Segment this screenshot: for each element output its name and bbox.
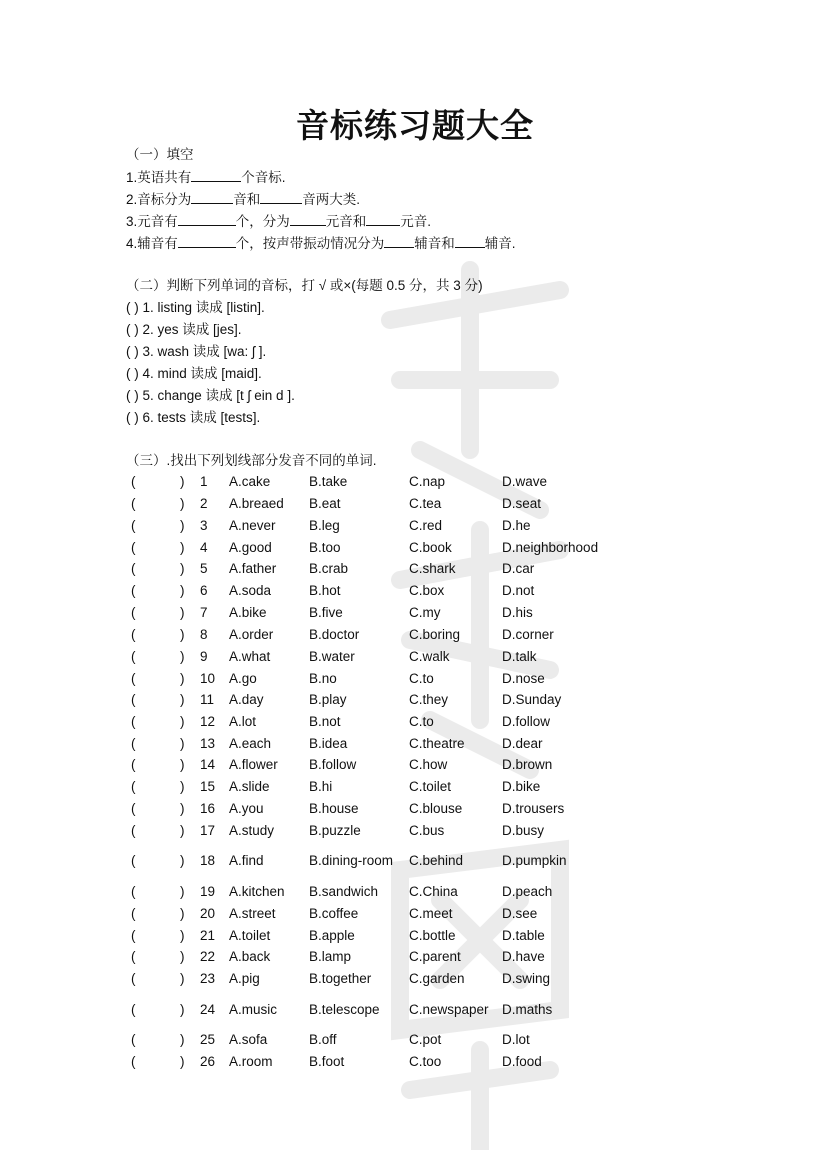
option-c: C.behind (409, 853, 464, 868)
question-row (0, 821, 830, 841)
question-number: 17 (200, 823, 216, 838)
option-c: C.how (409, 757, 448, 772)
answer-paren-open[interactable]: ( (131, 928, 136, 943)
judge-item: ( ) 5. change 读成 [t ʃ ein d ]. (126, 388, 295, 403)
question-number: 9 (200, 649, 208, 664)
question-row (0, 1030, 830, 1050)
option-a: A.sofa (229, 1032, 268, 1047)
question-number: 12 (200, 714, 216, 729)
option-b: B.puzzle (309, 823, 361, 838)
question-number: 1 (200, 474, 208, 489)
option-b: B.coffee (309, 906, 359, 921)
question-number: 6 (200, 583, 208, 598)
question-number: 8 (200, 627, 208, 642)
question-row (0, 581, 830, 601)
answer-paren-open[interactable]: ( (131, 1032, 136, 1047)
answer-paren-close: ) (180, 823, 185, 838)
option-a: A.slide (229, 779, 270, 794)
option-b: B.play (309, 692, 347, 707)
answer-paren-close: ) (180, 949, 185, 964)
option-c: C.bus (409, 823, 445, 838)
answer-paren-close: ) (180, 714, 185, 729)
question-row (0, 690, 830, 710)
option-a: A.good (229, 540, 272, 555)
option-b: B.telescope (309, 1002, 380, 1017)
option-b: B.five (309, 605, 343, 620)
answer-paren-close: ) (180, 627, 185, 642)
option-c: C.parent (409, 949, 461, 964)
answer-paren-open[interactable]: ( (131, 853, 136, 868)
option-b: B.follow (309, 757, 357, 772)
question-row (0, 516, 830, 536)
option-b: B.crab (309, 561, 349, 576)
question-row (0, 538, 830, 558)
option-a: A.street (229, 906, 276, 921)
option-d: D.seat (502, 496, 542, 511)
option-a: A.never (229, 518, 276, 533)
option-b: B.leg (309, 518, 340, 533)
question-row (0, 777, 830, 797)
option-d: D.corner (502, 627, 554, 642)
fill-question-1: 1.英语共有 个音标. (126, 170, 286, 185)
answer-paren-open[interactable]: ( (131, 649, 136, 664)
question-row (0, 1052, 830, 1072)
answer-blank[interactable] (191, 190, 233, 204)
question-number: 22 (200, 949, 216, 964)
option-a: A.father (229, 561, 277, 576)
answer-paren-close: ) (180, 779, 185, 794)
answer-paren-open[interactable]: ( (131, 884, 136, 899)
option-b: B.eat (309, 496, 341, 511)
option-b: B.apple (309, 928, 355, 943)
option-c: C.book (409, 540, 452, 555)
question-number: 7 (200, 605, 208, 620)
option-a: A.day (229, 692, 264, 707)
question-number: 26 (200, 1054, 216, 1069)
question-number: 20 (200, 906, 216, 921)
option-c: C.to (409, 671, 434, 686)
answer-paren-open[interactable]: ( (131, 714, 136, 729)
option-d: D.his (502, 605, 533, 620)
question-number: 15 (200, 779, 216, 794)
answer-blank[interactable] (178, 234, 236, 248)
question-row (0, 755, 830, 775)
option-a: A.soda (229, 583, 272, 598)
section1-heading: （一）填空 (126, 147, 194, 162)
option-b: B.dining-room (309, 853, 394, 868)
judge-item: ( ) 1. listing 读成 [listin]. (126, 300, 265, 315)
question-row (0, 625, 830, 645)
question-row (0, 647, 830, 667)
answer-paren-close: ) (180, 518, 185, 533)
answer-paren-close: ) (180, 1032, 185, 1047)
answer-paren-open[interactable]: ( (131, 583, 136, 598)
question-row (0, 799, 830, 819)
option-b: B.hot (309, 583, 341, 598)
answer-paren-close: ) (180, 736, 185, 751)
option-c: C.walk (409, 649, 450, 664)
option-a: A.study (229, 823, 275, 838)
option-c: C.China (409, 884, 458, 899)
answer-paren-open[interactable]: ( (131, 1054, 136, 1069)
option-a: A.cake (229, 474, 271, 489)
option-b: B.off (309, 1032, 337, 1047)
answer-paren-open[interactable]: ( (131, 692, 136, 707)
answer-paren-open[interactable]: ( (131, 671, 136, 686)
question-row (0, 926, 830, 946)
option-c: C.shark (409, 561, 456, 576)
answer-paren-close: ) (180, 540, 185, 555)
option-a: A.kitchen (229, 884, 285, 899)
answer-blank[interactable] (455, 234, 485, 248)
question-row (0, 603, 830, 623)
answer-paren-close: ) (180, 496, 185, 511)
option-c: C.box (409, 583, 445, 598)
answer-paren-close: ) (180, 853, 185, 868)
option-b: B.house (309, 801, 359, 816)
option-b: B.foot (309, 1054, 345, 1069)
option-d: D.dear (502, 736, 543, 751)
option-d: D.lot (502, 1032, 530, 1047)
judge-item: ( ) 6. tests 读成 [tests]. (126, 410, 261, 425)
option-c: C.theatre (409, 736, 465, 751)
option-b: B.lamp (309, 949, 352, 964)
option-d: D.busy (502, 823, 545, 838)
fill-question-4: 4.辅音有 个，按声带振动情况分为 辅音和 辅音. (126, 236, 516, 251)
option-b: B.idea (309, 736, 348, 751)
answer-paren-close: ) (180, 561, 185, 576)
question-row (0, 904, 830, 924)
answer-paren-open[interactable]: ( (131, 605, 136, 620)
option-a: A.toilet (229, 928, 271, 943)
answer-paren-close: ) (180, 1002, 185, 1017)
answer-paren-close: ) (180, 801, 185, 816)
option-c: C.too (409, 1054, 442, 1069)
question-row (0, 1000, 830, 1020)
option-c: C.my (409, 605, 441, 620)
option-a: A.back (229, 949, 271, 964)
option-c: C.they (409, 692, 449, 707)
answer-blank[interactable] (191, 168, 241, 182)
answer-blank[interactable] (290, 212, 326, 226)
option-c: C.garden (409, 971, 465, 986)
question-number: 25 (200, 1032, 216, 1047)
option-b: B.no (309, 671, 337, 686)
answer-paren-close: ) (180, 583, 185, 598)
option-a: A.bike (229, 605, 267, 620)
answer-paren-open[interactable]: ( (131, 627, 136, 642)
option-c: C.tea (409, 496, 442, 511)
option-d: D.brown (502, 757, 553, 772)
option-a: A.order (229, 627, 274, 642)
option-c: C.boring (409, 627, 461, 642)
page-title: 音标练习题大全 (296, 106, 534, 145)
answer-paren-close: ) (180, 928, 185, 943)
option-d: D.talk (502, 649, 537, 664)
option-c: C.blouse (409, 801, 463, 816)
question-row (0, 947, 830, 967)
fill-question-3: 3.元音有 个，分为 元音和 元音. (126, 214, 432, 229)
option-a: A.each (229, 736, 272, 751)
question-number: 23 (200, 971, 216, 986)
question-number: 3 (200, 518, 208, 533)
fill-question-2: 2.音标分为 音和 音两大类. (126, 192, 361, 207)
option-b: B.hi (309, 779, 333, 794)
option-a: A.you (229, 801, 264, 816)
option-d: D.food (502, 1054, 542, 1069)
question-row (0, 969, 830, 989)
option-c: C.pot (409, 1032, 442, 1047)
option-a: A.what (229, 649, 271, 664)
answer-paren-open[interactable]: ( (131, 779, 136, 794)
option-b: B.doctor (309, 627, 360, 642)
question-row (0, 734, 830, 754)
option-a: A.flower (229, 757, 278, 772)
option-d: D.have (502, 949, 545, 964)
question-number: 14 (200, 757, 216, 772)
answer-paren-close: ) (180, 884, 185, 899)
answer-paren-open[interactable]: ( (131, 823, 136, 838)
option-a: A.room (229, 1054, 273, 1069)
option-d: D.see (502, 906, 538, 921)
option-d: D.trousers (502, 801, 565, 816)
option-b: B.too (309, 540, 341, 555)
answer-paren-close: ) (180, 605, 185, 620)
option-d: D.table (502, 928, 545, 943)
option-c: C.toilet (409, 779, 452, 794)
option-b: B.water (309, 649, 355, 664)
answer-paren-open[interactable]: ( (131, 518, 136, 533)
option-c: C.newspaper (409, 1002, 489, 1017)
option-d: D.peach (502, 884, 553, 899)
answer-paren-close: ) (180, 906, 185, 921)
answer-paren-open[interactable]: ( (131, 540, 136, 555)
option-d: D.wave (502, 474, 548, 489)
answer-blank[interactable] (178, 212, 236, 226)
answer-paren-close: ) (180, 671, 185, 686)
answer-paren-open[interactable]: ( (131, 757, 136, 772)
answer-paren-open[interactable]: ( (131, 474, 136, 489)
question-number: 16 (200, 801, 216, 816)
option-d: D.nose (502, 671, 545, 686)
option-d: D.bike (502, 779, 541, 794)
answer-paren-close: ) (180, 971, 185, 986)
option-d: D.he (502, 518, 531, 533)
question-number: 13 (200, 736, 216, 751)
judge-item: ( ) 3. wash 读成 [wa: ʃ ]. (126, 344, 267, 359)
option-d: D.Sunday (502, 692, 562, 707)
question-number: 11 (200, 692, 215, 707)
option-a: A.pig (229, 971, 260, 986)
section2-heading: （二）判断下列单词的音标，打 √ 或×(每题 0.5 分，共 3 分) (126, 278, 483, 293)
question-number: 10 (200, 671, 216, 686)
answer-paren-close: ) (180, 692, 185, 707)
option-b: B.sandwich (309, 884, 379, 899)
answer-paren-open[interactable]: ( (131, 949, 136, 964)
judge-item: ( ) 2. yes 读成 [jes]. (126, 322, 242, 337)
answer-paren-open[interactable]: ( (131, 496, 136, 511)
question-row (0, 851, 830, 871)
question-number: 2 (200, 496, 208, 511)
answer-paren-open[interactable]: ( (131, 1002, 136, 1017)
answer-paren-close: ) (180, 649, 185, 664)
answer-paren-close: ) (180, 474, 185, 489)
option-c: C.meet (409, 906, 453, 921)
option-b: B.take (309, 474, 348, 489)
option-d: D.car (502, 561, 535, 576)
option-c: C.to (409, 714, 434, 729)
judge-item: ( ) 4. mind 读成 [maid]. (126, 366, 262, 381)
option-a: A.breaed (229, 496, 284, 511)
answer-paren-open[interactable]: ( (131, 736, 136, 751)
answer-paren-close: ) (180, 757, 185, 772)
question-row (0, 669, 830, 689)
question-number: 4 (200, 540, 208, 555)
option-d: D.swing (502, 971, 551, 986)
question-row (0, 712, 830, 732)
question-number: 19 (200, 884, 216, 899)
option-d: D.neighborhood (502, 540, 599, 555)
option-d: D.follow (502, 714, 551, 729)
option-b: B.together (309, 971, 372, 986)
option-c: C.bottle (409, 928, 456, 943)
answer-paren-open[interactable]: ( (131, 561, 136, 576)
option-d: D.pumpkin (502, 853, 567, 868)
option-a: A.find (229, 853, 264, 868)
question-number: 24 (200, 1002, 216, 1017)
option-b: B.not (309, 714, 341, 729)
answer-paren-open[interactable]: ( (131, 906, 136, 921)
question-row (0, 882, 830, 902)
option-c: C.nap (409, 474, 446, 489)
option-c: C.red (409, 518, 443, 533)
answer-blank[interactable] (260, 190, 302, 204)
section3-heading: （三）.找出下列划线部分发音不同的单词. (126, 453, 377, 468)
answer-blank[interactable] (366, 212, 400, 226)
question-row (0, 472, 830, 492)
answer-paren-open[interactable]: ( (131, 801, 136, 816)
answer-paren-close: ) (180, 1054, 185, 1069)
option-a: A.go (229, 671, 257, 686)
option-d: D.not (502, 583, 535, 598)
question-number: 5 (200, 561, 208, 576)
question-row (0, 494, 830, 514)
question-number: 18 (200, 853, 216, 868)
question-number: 21 (200, 928, 216, 943)
option-d: D.maths (502, 1002, 553, 1017)
answer-blank[interactable] (384, 234, 414, 248)
option-a: A.lot (229, 714, 257, 729)
option-a: A.music (229, 1002, 278, 1017)
question-row (0, 559, 830, 579)
answer-paren-open[interactable]: ( (131, 971, 136, 986)
